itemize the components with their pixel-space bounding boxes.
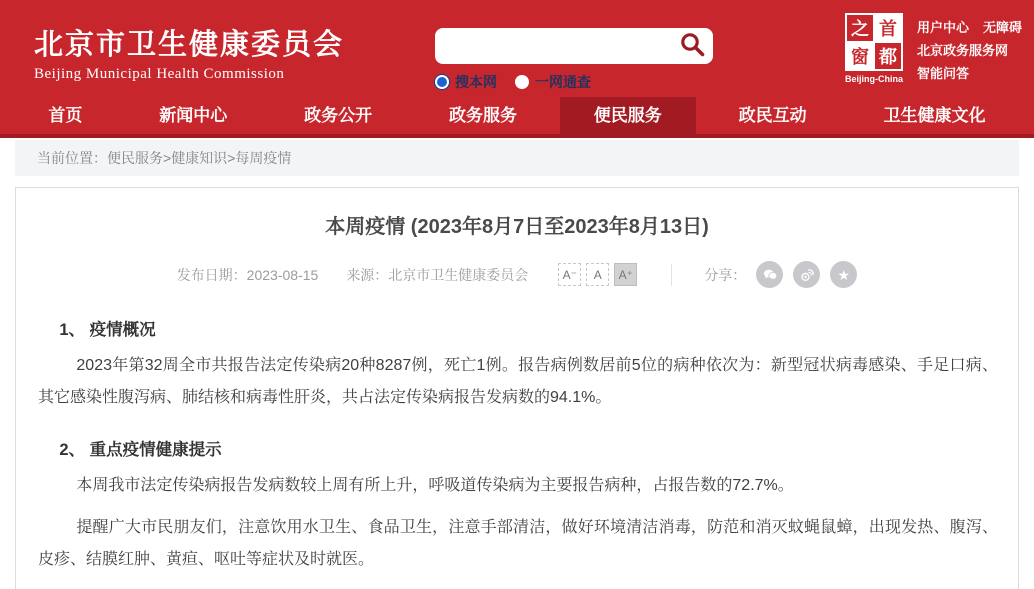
breadcrumb-separator: > xyxy=(227,150,236,166)
article-source: 来源：北京市卫生健康委员会 xyxy=(346,266,529,283)
font-size-controls xyxy=(558,263,637,286)
seal-char: 之 xyxy=(847,15,873,41)
site-logo[interactable] xyxy=(34,22,344,83)
capital-window-logo[interactable] xyxy=(845,13,903,85)
link-smart-qa[interactable]: 智能问答 xyxy=(916,66,969,81)
nav-item-interaction[interactable]: 政民互动 xyxy=(738,106,807,125)
nav-item-gov-disclosure[interactable]: 政务公开 xyxy=(304,106,373,125)
nav-item-news-center[interactable]: 新闻中心 xyxy=(159,106,228,125)
seal-char: 首 xyxy=(875,15,901,41)
breadcrumb-label: 当前位置： xyxy=(37,150,107,166)
seal-char: 窗 xyxy=(847,43,873,69)
font-smaller-button[interactable]: A⁻ xyxy=(558,263,581,286)
radio-selected-icon xyxy=(435,75,449,89)
link-user-center[interactable]: 用户中心 xyxy=(916,20,969,35)
star-icon: ★ xyxy=(837,266,851,283)
search-scope-site-label: 搜本网 xyxy=(455,74,497,90)
breadcrumb-separator: > xyxy=(163,150,172,166)
link-beijing-gov-service[interactable]: 北京政务服务网 xyxy=(916,43,1008,58)
nav-item-public-services[interactable]: 便民服务 xyxy=(560,97,696,138)
paragraph-trend: 本周我市法定传染病报告发病数较上周有所上升，呼吸道传染病为主要报告病种，占报告数的72.7%。 xyxy=(76,477,794,494)
wechat-share-button[interactable] xyxy=(756,261,783,288)
font-medium-button[interactable]: A xyxy=(586,263,609,286)
search-area xyxy=(435,28,713,92)
header-right xyxy=(845,13,1022,85)
capital-window-seal xyxy=(845,13,903,71)
header-quick-links xyxy=(917,13,1022,85)
article-panel xyxy=(15,187,1019,589)
paragraph-overview: 2023年第32周全市共报告法定传染病20种8287例，死亡1例。报告病例数居前5位的病种依次为：新型冠状病毒感染、手足口病、其它感染性腹泻病、肺结核和病毒性肝炎，共占法定传染病报告发病数的94.1%。 xyxy=(38,357,998,406)
breadcrumb xyxy=(15,140,1019,176)
article-meta-row xyxy=(28,261,1006,288)
nav-item-home[interactable]: 首页 xyxy=(48,106,83,125)
search-scope-options xyxy=(435,72,713,92)
breadcrumb-item-weekly-epidemic[interactable]: 每周疫情 xyxy=(235,150,292,166)
seal-caption: Beijing-China xyxy=(844,74,903,84)
search-scope-site-option[interactable] xyxy=(435,72,497,92)
wechat-icon xyxy=(761,266,779,284)
breadcrumb-item-health-knowledge[interactable]: 健康知识 xyxy=(171,150,228,166)
nav-item-gov-services[interactable]: 政务服务 xyxy=(448,106,517,125)
site-header xyxy=(0,0,1034,97)
weibo-icon xyxy=(798,266,816,284)
site-title-english: Beijing Municipal Health Commission xyxy=(34,66,285,82)
weibo-share-button[interactable] xyxy=(793,261,820,288)
section-heading-health-tips: 2、 重点疫情健康提示 xyxy=(59,441,222,459)
search-scope-network-label: 一网通查 xyxy=(535,74,591,90)
share-label: 分享： xyxy=(704,266,747,283)
qzone-share-button[interactable] xyxy=(830,261,857,288)
article-body xyxy=(28,316,1006,576)
search-icon xyxy=(677,30,707,60)
seal-char: 都 xyxy=(875,43,901,69)
paragraph-reminder: 提醒广大市民朋友们，注意饮用水卫生、食品卫生，注意手部清洁，做好环境清洁消毒，防范和消灭蚊蝇鼠蟑，出现发热、腹泻、皮疹、结膜红肿、黄疸、呕吐等症状及时就医。 xyxy=(38,519,998,568)
link-accessibility[interactable]: 无障碍 xyxy=(982,20,1022,35)
publish-date: 发布日期：2023-08-15 xyxy=(176,266,319,283)
search-button[interactable] xyxy=(673,30,711,62)
site-title-chinese: 北京市卫生健康委员会 xyxy=(34,29,345,61)
nav-item-health-culture[interactable]: 卫生健康文化 xyxy=(883,106,986,125)
search-input[interactable] xyxy=(445,28,670,64)
main-nav xyxy=(0,97,1034,138)
breadcrumb-item-public-services[interactable]: 便民服务 xyxy=(107,150,163,166)
section-heading-overview: 1、 疫情概况 xyxy=(59,321,156,339)
meta-divider xyxy=(671,264,672,286)
nav-items xyxy=(0,97,1034,138)
article-title: 本周疫情 (2023年8月7日至2023年8月13日) xyxy=(325,216,709,238)
radio-unselected-icon xyxy=(515,75,529,89)
search-scope-network-option[interactable] xyxy=(515,72,591,92)
search-box xyxy=(435,28,713,64)
font-larger-button[interactable]: A⁺ xyxy=(614,263,637,286)
share-bar xyxy=(704,261,857,288)
